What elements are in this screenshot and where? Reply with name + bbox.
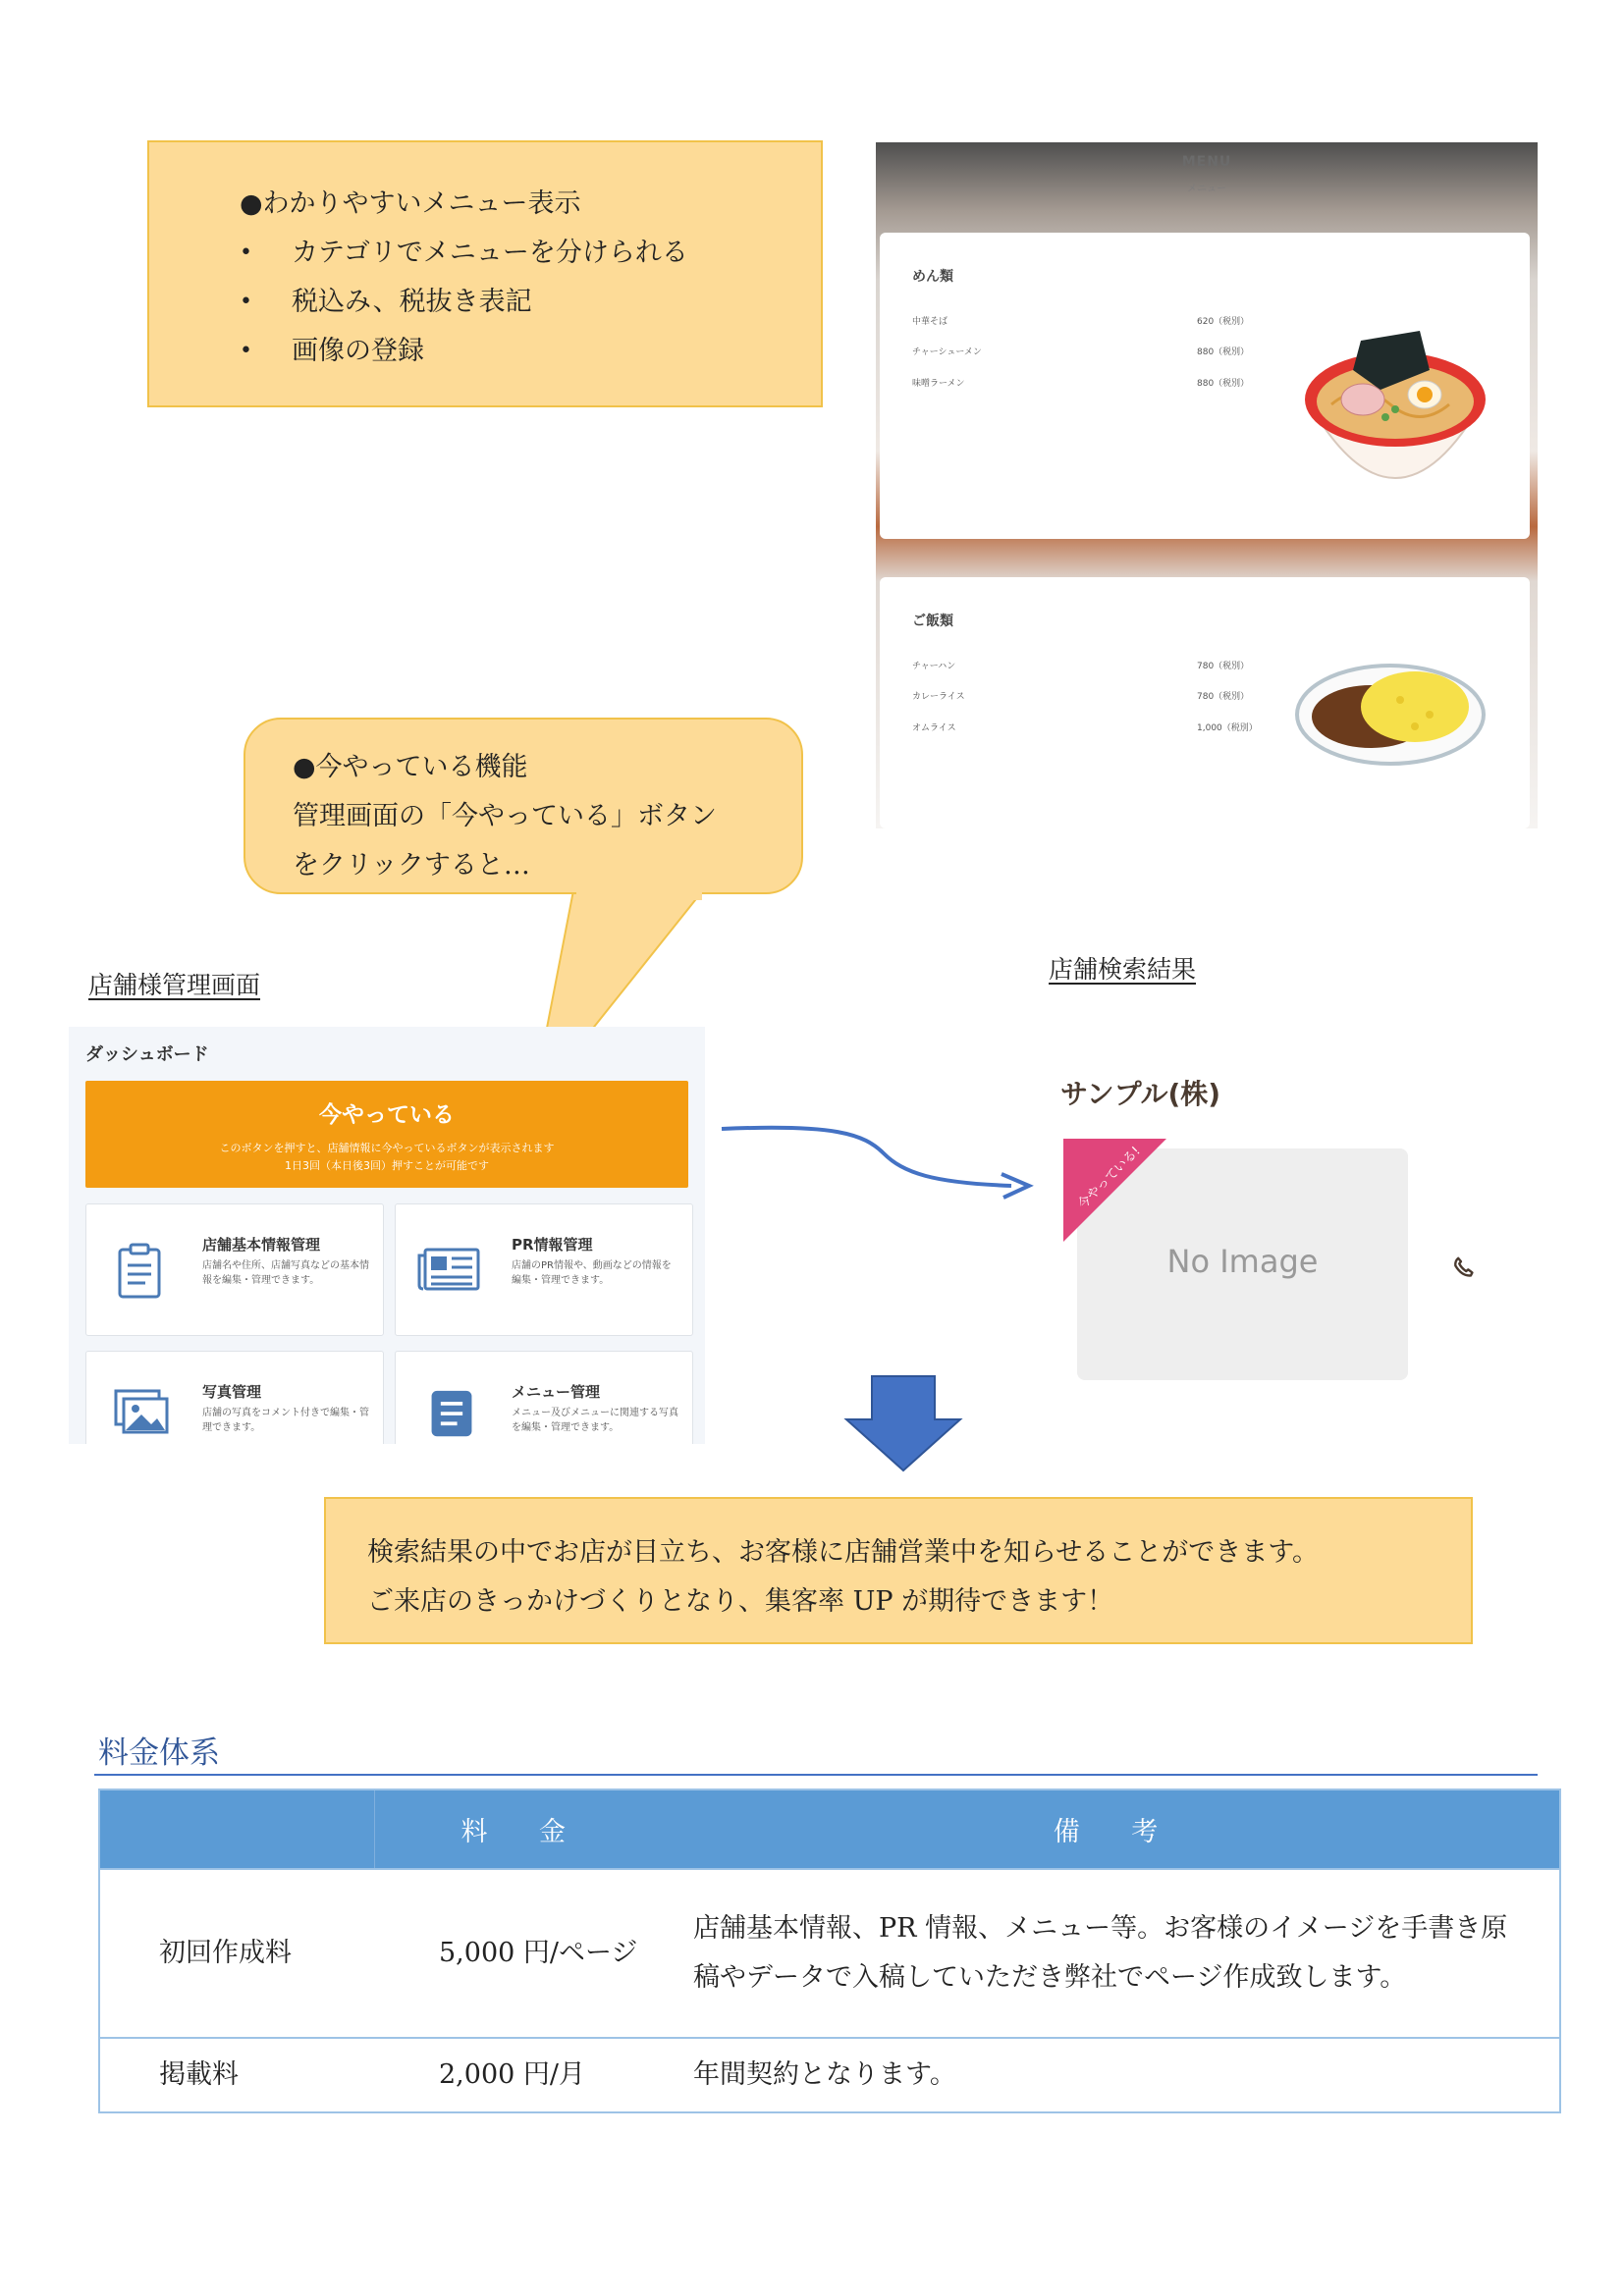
card-title: メニュー管理: [512, 1383, 601, 1401]
now-open-button-desc: このボタンを押すと、店舗情報に今やっているボタンが表示されます 1日3回（本日後3回）押すことが可能です: [219, 1142, 555, 1172]
menu-subtitle: メニュー: [1187, 184, 1226, 194]
menu-item: 味噌ラーメン 880（税別）: [912, 379, 1250, 389]
feature-bubble: [244, 718, 803, 894]
menu-item: カレーライス 780（税別）: [912, 692, 1250, 702]
message-line: ご来店のきっかけづくりとなり、集客率 UP が期待できます！: [367, 1586, 1114, 1617]
pricing-row: [99, 2038, 1560, 2112]
pricing-header-row: [99, 1789, 1560, 1869]
bubble-heading: ●今やっている機能: [293, 752, 528, 782]
dashboard-title: ダッシュボード: [85, 1044, 209, 1065]
dashboard-card-shop-info[interactable]: [85, 1203, 384, 1336]
clipboard-icon: [114, 1242, 165, 1299]
menu-item: チャーシューメン 880（税別）: [912, 347, 1250, 357]
feature-item: • 税込み、税抜き表記: [240, 278, 821, 327]
card-title: 店舗基本情報管理: [202, 1236, 321, 1254]
photo-icon: [114, 1389, 169, 1436]
menu-item: オムライス 1,000（税別）: [912, 723, 1258, 733]
menu-item: チャーハン 780（税別）: [912, 662, 1250, 671]
menu-category-name: めん類: [912, 269, 953, 285]
menu-title: MENU: [1181, 154, 1232, 170]
card-desc: 店舗のPR情報や、動画などの情報を編集・管理できます。: [512, 1260, 672, 1286]
card-desc: メニュー及びメニューに関連する写真を編集・管理できます。: [512, 1408, 678, 1433]
bubble-pointer-mask: [530, 888, 727, 900]
ramen-illustration: [1292, 311, 1498, 507]
menu-screenshot: [876, 142, 1538, 828]
menu-item: 中華そば 620（税別）: [912, 317, 1250, 327]
pricing-table: [98, 1789, 1561, 2113]
pricing-price: 5,000 円/ページ: [374, 1869, 674, 2038]
bubble-line: 管理画面の「今やっている」ボタン: [293, 801, 717, 831]
newspaper-icon: [417, 1246, 480, 1293]
dashboard-card-photos[interactable]: [85, 1351, 384, 1444]
pricing-title-rule: [94, 1774, 1538, 1776]
no-image-placeholder: No Image: [1077, 1148, 1408, 1380]
down-arrow: [842, 1374, 964, 1472]
message-line: 検索結果の中でお店が目立ち、お客様に店舗営業中を知らせることができます。: [367, 1537, 1320, 1568]
feature-item: • 画像の登録: [240, 327, 821, 376]
menu-category-card: [880, 233, 1530, 539]
pricing-title: 料金体系: [98, 1735, 220, 1771]
card-title: 写真管理: [202, 1383, 262, 1401]
pricing-note: 店舗基本情報、PR 情報、メニュー等。お客様のイメージを手書き原稿やデータで入稿していただき弊社でページ作成致します。: [674, 1869, 1560, 2038]
search-result-label: 店舗検索結果: [1049, 955, 1197, 984]
pricing-item: 掲載料: [99, 2038, 374, 2112]
bubble-line: をクリックすると…: [293, 850, 530, 881]
now-open-badge: [1063, 1139, 1166, 1242]
pricing-header-item: [99, 1789, 374, 1869]
benefit-message-box: [324, 1497, 1473, 1644]
dashboard-card-pr-info[interactable]: [395, 1203, 693, 1336]
card-desc: 店舗名や住所、店舗写真などの基本情報を編集・管理できます。: [202, 1260, 369, 1286]
admin-screen-label: 店舗様管理画面: [88, 971, 261, 999]
feature-list: [240, 229, 821, 376]
document-icon: [429, 1389, 474, 1440]
dashboard-screenshot: [69, 1027, 705, 1444]
pricing-row: [99, 1869, 1560, 2038]
pricing-price: 2,000 円/月: [374, 2038, 674, 2112]
feature-item: • カテゴリでメニューを分けられる: [240, 229, 821, 278]
curved-arrow: [717, 1109, 1041, 1207]
feature-note-box: [147, 140, 823, 407]
card-title: PR情報管理: [512, 1236, 593, 1254]
pricing-header-note: 備 考: [674, 1789, 1560, 1869]
pricing-item: 初回作成料: [99, 1869, 374, 2038]
phone-icon[interactable]: [1451, 1255, 1477, 1280]
now-open-button-label: 今やっている: [319, 1102, 455, 1128]
svg-text:今やっている!: 今やっている!: [1075, 1144, 1144, 1212]
pricing-note: 年間契約となります。: [674, 2038, 1560, 2112]
pricing-header-price: 料 金: [374, 1789, 674, 1869]
curry-illustration: [1292, 656, 1489, 774]
result-shop-name: サンプル(株): [1060, 1078, 1221, 1110]
menu-category-card: [880, 577, 1530, 828]
card-desc: 店舗の写真をコメント付きで編集・管理できます。: [202, 1408, 369, 1433]
menu-category-name: ご飯類: [912, 614, 953, 629]
now-open-button[interactable]: [85, 1081, 688, 1188]
dashboard-card-menu[interactable]: [395, 1351, 693, 1444]
feature-heading: ●わかりやすいメニュー表示: [240, 188, 581, 219]
